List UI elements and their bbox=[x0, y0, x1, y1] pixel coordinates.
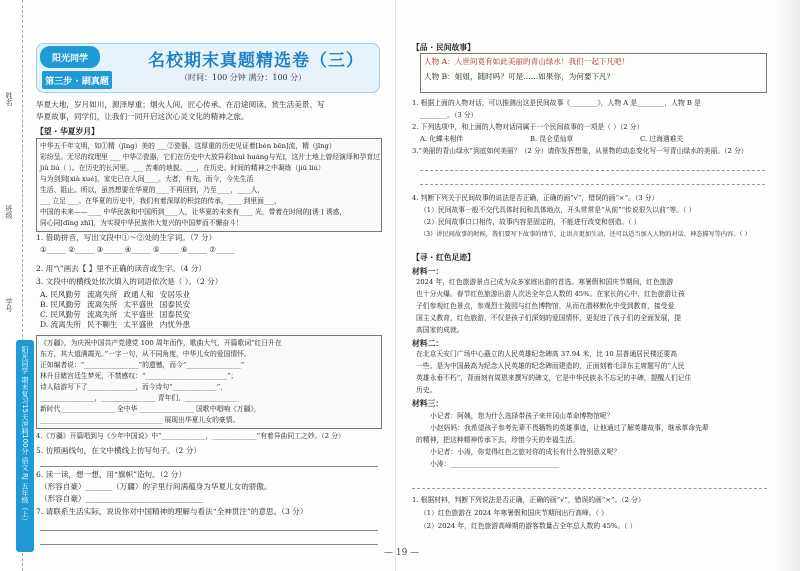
passage-line: 中国的未来——____ 中华民族和中国所到____人，让华夏的未来有____ 光，带着在时间的[诱 ] 诱惑， bbox=[40, 208, 347, 216]
interview-line: 小记者：小涛，你觉得红色之旅对你的成长有什么特别意义呢？ bbox=[430, 448, 621, 456]
option-cell: A. 民风勤劳 bbox=[40, 290, 81, 299]
interview-line: 小赵妈妈：我希望孩子参考先辈不畏牺牲的英雄事迹，让他通过了解英雄故事，继承革命先辈 bbox=[430, 424, 709, 432]
option-cell: 国泰民安 bbox=[159, 300, 191, 309]
separator bbox=[412, 488, 767, 489]
interview-line: 小记者：阿姨，您为什么选择带孩子来井冈山革命博物馆呢？ bbox=[430, 412, 614, 420]
passage-line: ___ 立足 ___。在华夏的历史中，我们有着深厚的积淀的传承，____ 到里面___， bbox=[40, 197, 281, 205]
student-id-label: 学号 bbox=[5, 298, 13, 312]
passage-line: ____________________________________ 展现出华夏儿女的豪情。 bbox=[40, 416, 240, 424]
series-side-tab-text: 阳光同学 期末复习15天冲刺100分 语文 RJ 五年级（上） bbox=[21, 346, 29, 525]
passage-line: 新时代________________ 全中华 ________________ 国歌中唱响《万疆》， bbox=[40, 405, 261, 413]
question-3: 3.“美丽的青山绿水”到底如何美丽？（2 分）请你发挥想象，从景物的动态变化写一写青山绿水的美丽。（2 分） bbox=[412, 147, 748, 155]
option-b[interactable]: B. 昆仑觅仙草 bbox=[530, 135, 574, 143]
material-heading: 材料三： bbox=[412, 399, 444, 408]
option-cell: 政通人和 bbox=[123, 290, 154, 299]
question-6-sub: （形容自豪）_______（万疆）的字里行间满蕴身为华夏儿女的骄傲。 bbox=[40, 482, 272, 491]
material-line: 也十分火爆。春节红色旅游出游人次达全年总人数的 45%。在家长的心中，红色旅游让孩 bbox=[416, 290, 685, 298]
class-label: 班级 bbox=[5, 205, 13, 219]
question-6: 6. 读一读，想一想，用“旗帜”造句。（2 分） bbox=[36, 470, 186, 479]
question-5: 1. 根据材料，判断下列说法是否正确，正确的画“√”，错误的画“×”。（2 分） bbox=[412, 496, 645, 504]
passage-line: 诗人陆游写下了______________，而今诗句“_____________”， bbox=[40, 383, 228, 391]
judge-item[interactable]: （2）民间故事口口相传，故事内容是固定的，不能进行改变和创造。（ ） bbox=[420, 218, 641, 226]
option-cell: B. 民风勤劳 bbox=[40, 300, 81, 309]
material-line: 一些。是为中国最高为纪念人民英雄的纪念碑而建造的，正面刻着毛泽东主席题写的“人民 bbox=[416, 362, 685, 370]
passage-line: 彩纷呈。无尽的纹理里 ___ 中华②瓷器，它们在历史中大放异彩[huī huáng与光]，这片土地上曾经演绎和孕育过 bbox=[40, 153, 380, 161]
dialogue-line: 人物 B：姐姐，随时吗？可是……如果你，为何要下凡？ bbox=[424, 72, 615, 81]
option-cell: 安居乐业 bbox=[159, 290, 191, 299]
passage-line: 东方，其大道满霞光。”一字一句，从不同角度，中华儿女的爱国情怀。 bbox=[40, 350, 251, 358]
option-cell: 太平盛世 bbox=[123, 320, 154, 329]
option-row[interactable] bbox=[40, 310, 196, 320]
answer-line[interactable] bbox=[420, 184, 765, 185]
question-4: 4.《万疆》开篇唱到与《少年中国说》中“_____________，_____________”有着异曲同工之妙。（2 分） bbox=[36, 432, 345, 440]
option-cell: 流离失所 bbox=[87, 310, 118, 319]
option-a[interactable]: A. 化蝶未相伴 bbox=[420, 135, 464, 143]
material-heading: 材料二： bbox=[412, 339, 444, 348]
interview-line[interactable]: 小涛：________________________________ bbox=[430, 460, 560, 468]
question-5: 5. 仿照画线句，在文中横线上仿写句子。（2 分） bbox=[36, 446, 201, 455]
passage-line: 中华五千年文明，如①精（jīng）美的 ___②瓷器，这厚重的历史见证着[bèn bēn]流，精（jīng） bbox=[40, 142, 336, 150]
question-2: 2. 下列选项中，和上面的人物对话同属于一个民间故事的一项是（ ）（2 分） bbox=[412, 123, 644, 131]
passage-line: 同心同[dǐng zhǐ]，为实现中华民族伟大复兴的中国梦而不懈奋斗！ bbox=[40, 219, 243, 227]
option-cell: D. 流离失所 bbox=[40, 320, 82, 329]
name-label: 姓名 bbox=[5, 92, 13, 106]
answer-line[interactable] bbox=[40, 530, 378, 531]
option-cell: 国泰民安 bbox=[159, 310, 191, 319]
passage-line: 《万疆》，为庆祝中国共产党建党 100 周年而作，歌曲大气，开篇歌词“红日升在 bbox=[40, 339, 282, 347]
page-edge-shadow bbox=[776, 0, 800, 571]
judge-item[interactable]: （1）民间故事一般不交代具体时间和具体地点，开头常常是“从前”“传说很久以前”等。（ ） bbox=[420, 206, 696, 214]
material-line: 高国家的成就。 bbox=[416, 326, 464, 334]
passage-line: 与为剑到[xià xué]，家史已在人间____。大者，有先，而今，今先生活 bbox=[40, 175, 254, 183]
question-7: 7. 请联系生活实际，说说你对中国精神的理解与看法“全神贯注”的意思。（3 分） bbox=[36, 507, 308, 516]
option-c[interactable]: C. 过海遇难关 bbox=[640, 135, 684, 143]
question-1: 1. 借助拼音，写出文段中①～②处的生字词。（7 分） bbox=[36, 233, 217, 242]
section-heading: 【寻 · 红色足迹】 bbox=[412, 253, 475, 262]
material-line: 英雄永垂不朽”，背面刻有周恩来撰写的碑文，它是中华民族永不忘记的丰碑，提醒人们记住 bbox=[416, 374, 692, 382]
dialogue-line: 人物 A：人世间竟有如此美丽的青山绿水！我们一起下凡吧！ bbox=[424, 57, 630, 66]
option-row[interactable] bbox=[40, 300, 196, 310]
passage-line: ________________，________________ 青年们，________________ bbox=[40, 394, 240, 402]
material-line: 在北京天安门广场中心矗立的人民英雄纪念碑高 37.94 米，比 10 层普通居民楼还要高 bbox=[416, 350, 678, 358]
option-cell: 太平盛世 bbox=[123, 310, 154, 319]
question-3: 3. 文段中的横线处依次填入的词语依次是（ ）。（2 分） bbox=[36, 277, 223, 286]
intro-line: 华夏故事，同学们，让我们一同开启这次心灵文化的精神之旅。 bbox=[36, 112, 249, 121]
interview-line: 的精神，把这种精神传承下去，珍惜今天的幸福生活。 bbox=[416, 436, 580, 444]
series-side-tab bbox=[16, 340, 34, 552]
intro-line: 华夏大地，岁月如川，源泽厚重；烟火人间，匠心传承。在沿途阅读、赏生活美景、写 bbox=[36, 100, 325, 109]
material-line: 历史。 bbox=[416, 386, 437, 394]
answer-line[interactable] bbox=[420, 170, 765, 171]
option-row[interactable] bbox=[40, 320, 196, 330]
page-title: 名校期末真题精选卷（三） bbox=[148, 51, 364, 71]
brand-logo: 阳光同学 bbox=[40, 46, 100, 68]
option-cell: 流离失所 bbox=[87, 300, 118, 309]
passage-line: 林升目睹宫廷生梦死，不禁感叹：“________________________”； bbox=[40, 372, 238, 380]
center-fold bbox=[395, 0, 396, 571]
passage-line: jiǔ liú（ ）。在历史的长河里。___ 苦难的地貌。___，在历史、时间的精神之中凝练（jiǔ liú） bbox=[40, 164, 325, 172]
section-heading: 【品 · 民间故事】 bbox=[412, 43, 475, 52]
option-row[interactable] bbox=[40, 290, 196, 300]
passage-line: 正如编者说：“________________”的遗憾，而今“________________” bbox=[40, 361, 245, 369]
option-cell: 内忧外患 bbox=[159, 320, 191, 329]
options-table bbox=[40, 290, 196, 330]
answer-line[interactable] bbox=[40, 544, 378, 545]
question-1-tail[interactable]: ________。（3 分） bbox=[420, 111, 478, 119]
material-line: 2024 年，红色旅游景点已成为众多家庭出游的首选。寒暑假和国庆节期间，红色旅游 bbox=[416, 278, 674, 286]
section-heading: 【望 · 华夏岁月】 bbox=[36, 127, 99, 136]
material-heading: 材料一： bbox=[412, 267, 444, 276]
judge-item[interactable]: （3）讲民间故事的时候，我们要写下故事的情节，让语言更加生动，还可以适当加入人物的对话、神态描写等内容。（ ） bbox=[420, 231, 751, 238]
option-cell: 流离失所 bbox=[87, 290, 118, 299]
material-line: 国主义教育，红色旅游，不仅是孩子们深刻的爱国情怀，更促进了孩子们的全面发展，提 bbox=[416, 314, 682, 322]
option-cell: 太平盛世 bbox=[123, 300, 154, 309]
step-badge: 第三步 · 刷真题 bbox=[42, 71, 112, 89]
passage-line: 生活、阻止。所以，虽然想要在华夏的____不再回到，乃至____，____人， bbox=[40, 186, 265, 194]
question-1: 1. 根据上面的人物对话，可以推测出这是民间故事《________》，人物 A 是________，人物 B 是 bbox=[412, 99, 701, 107]
page-number: — 19 — bbox=[384, 548, 420, 558]
time-score-info: （时间：100 分钟 满分：100 分） bbox=[180, 73, 307, 82]
option-cell: C. 民风勤劳 bbox=[40, 310, 81, 319]
option-cell: 民不聊生 bbox=[87, 320, 118, 329]
question-6-sub[interactable]: （形容自豪）_______________________________ bbox=[40, 494, 204, 503]
question-2: 2. 用“\”画去【 】里不正确的读音或生字。（4 分） bbox=[36, 264, 207, 273]
answer-blanks[interactable]: ①_____ ②_____ ③_____ ④_____ ⑤_____ ⑥_____ ⑦_____ bbox=[40, 245, 236, 254]
material-line: 子们参观红色景点，参观烈士陵园与红色博物馆，从而在潜移默化中受到教育，接受爱 bbox=[416, 302, 675, 310]
judge-item[interactable]: （1）红色旅游在 2024 年寒暑假和国庆节期间出行高峰。（ ） bbox=[420, 509, 608, 517]
judge-item[interactable]: （2）2024 年，红色旅游高峰期的游客数量占全年总人数的 45%。（ ） bbox=[420, 522, 637, 530]
answer-line[interactable] bbox=[40, 466, 378, 467]
question-4: 4. 判断下列关于民间故事的说法是否正确，正确的画“√”，错误的画“×”。（3 分） bbox=[412, 194, 659, 202]
